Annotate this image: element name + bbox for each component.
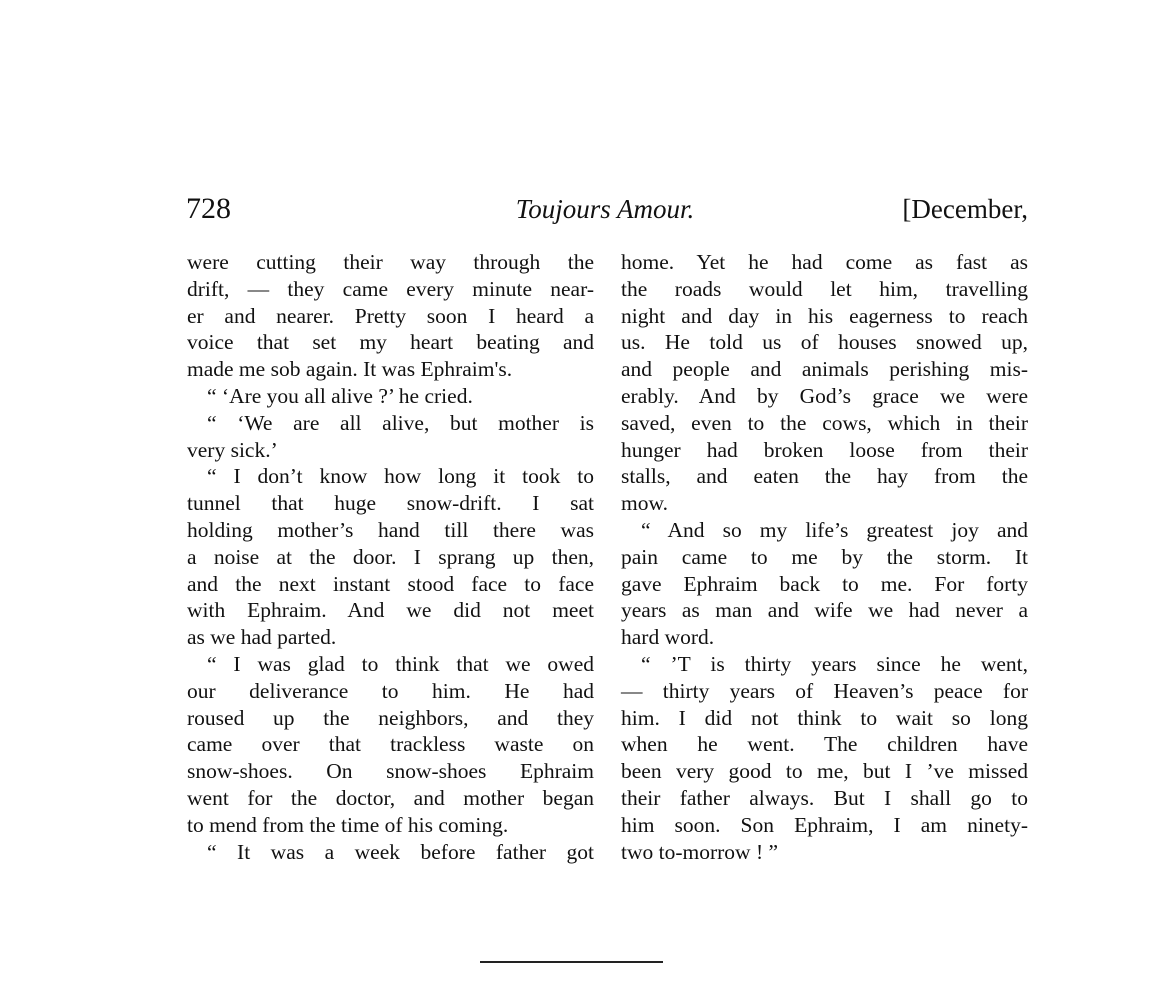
text-line: “ ’T is thirty years since he went,	[641, 651, 1028, 676]
text-line: him. I did not think to wait so long	[621, 705, 1028, 730]
text-line: er and nearer. Pretty soon I heard a	[187, 303, 594, 328]
text-line: were cutting their way through the	[187, 250, 594, 274]
text-line: as we had parted.	[187, 625, 337, 650]
text-line: made me sob again. It was Ephraim's.	[187, 357, 513, 382]
text-line: “ It was a week before father got	[207, 839, 594, 864]
text-line: snow-shoes. On snow-shoes Ephraim	[187, 759, 594, 784]
text-line: “ And so my life’s greatest joy and	[641, 517, 1028, 542]
text-line: holding mother’s hand till there was	[187, 517, 594, 542]
text-line: “ I was glad to think that we owed	[207, 651, 594, 676]
text-line: with Ephraim. And we did not meet	[187, 598, 594, 623]
text-line: and the next instant stood face to face	[187, 571, 594, 596]
text-line: hard word.	[621, 625, 715, 650]
text-line: roused up the neighbors, and they	[187, 705, 594, 730]
text-line: our deliverance to him. He had	[187, 678, 594, 703]
text-line: their father always. But I shall go to	[621, 785, 1028, 810]
text-line: saved, even to the cows, which in their	[621, 410, 1028, 435]
text-line: mow.	[621, 491, 668, 516]
page-number: 728	[186, 192, 231, 225]
text-line: — thirty years of Heaven’s peace for	[621, 678, 1028, 703]
text-line: home. Yet he had come as fast as	[621, 250, 1028, 274]
text-line: tunnel that huge snow-drift. I sat	[187, 491, 594, 516]
text-line: stalls, and eaten the hay from the	[621, 464, 1028, 489]
text-line: us. He told us of houses snowed up,	[621, 330, 1028, 355]
text-line: gave Ephraim back to me. For forty	[621, 571, 1028, 596]
text-line: very sick.’	[187, 437, 278, 462]
text-line: and people and animals perishing mis-	[621, 357, 1028, 382]
text-line: when he went. The children have	[621, 732, 1028, 757]
running-title: Toujours Amour.	[515, 194, 695, 224]
footer-rule	[480, 961, 663, 963]
running-month: [December,	[902, 194, 1028, 224]
text-line: drift, — they came every minute near-	[187, 276, 594, 301]
text-line: a noise at the door. I sprang up then,	[187, 544, 594, 569]
text-line: been very good to me, but I ’ve missed	[621, 759, 1028, 784]
text-line: voice that set my heart beating and	[187, 330, 594, 355]
text-line: years as man and wife we had never a	[621, 598, 1028, 623]
text-line: hunger had broken loose from their	[621, 437, 1028, 462]
text-line: came over that trackless waste on	[187, 732, 594, 757]
text-line: night and day in his eagerness to reach	[621, 303, 1028, 328]
text-line: to mend from the time of his coming.	[187, 812, 509, 837]
text-line: “ I don’t know how long it took to	[207, 464, 594, 489]
text-line: “ ‘Are you all alive ?’ he cried.	[207, 383, 473, 408]
text-line: him soon. Son Ephraim, I am ninety-	[621, 812, 1028, 837]
text-line: two to-morrow ! ”	[621, 839, 779, 864]
text-line: went for the doctor, and mother began	[187, 785, 594, 810]
text-line: the roads would let him, travelling	[621, 276, 1028, 301]
text-line: “ ‘We are all alive, but mother is	[207, 410, 594, 435]
text-line: pain came to me by the storm. It	[621, 544, 1028, 569]
right-column	[621, 249, 1028, 865]
text-line: erably. And by God’s grace we were	[621, 383, 1028, 408]
left-column	[187, 249, 594, 865]
